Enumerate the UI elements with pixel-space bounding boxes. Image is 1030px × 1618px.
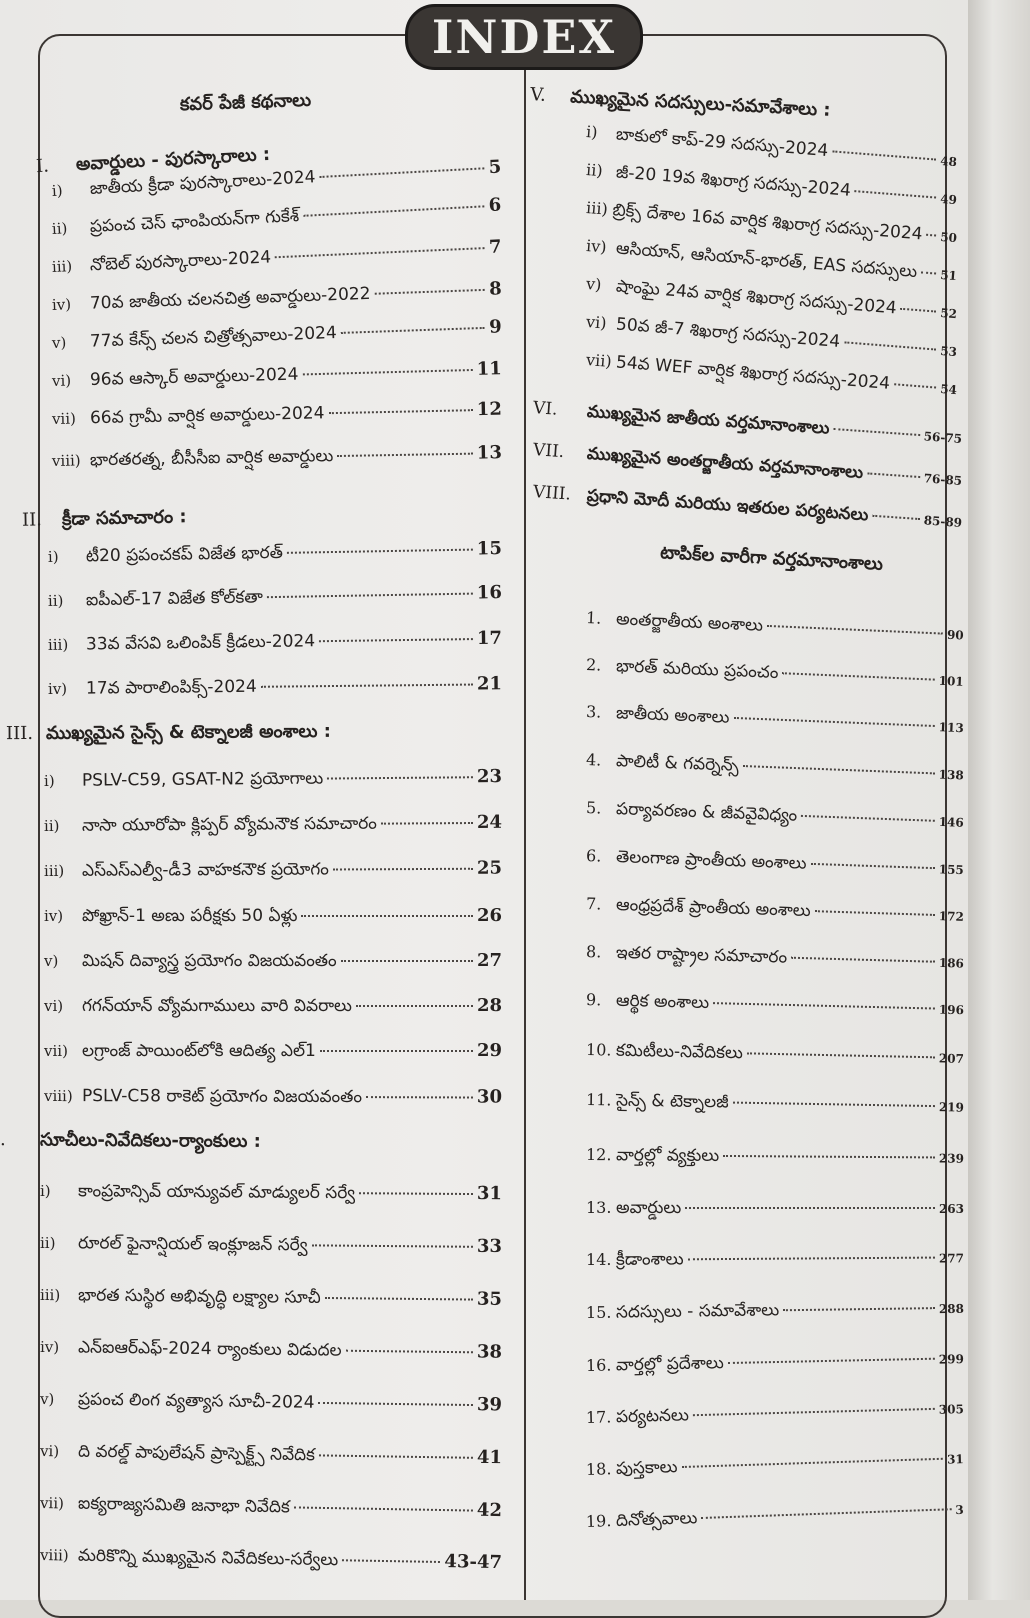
- entry-page: 31: [476, 1183, 503, 1205]
- leader-dots: [359, 1192, 473, 1195]
- leader-dots: [327, 776, 473, 779]
- entry-number: iii): [43, 861, 65, 880]
- section-title: ముఖ్యమైన అంతర్జాతీయ వర్తమానాంశాలు: [586, 443, 864, 484]
- leader-dots: [319, 167, 484, 178]
- entry-page: 42: [476, 1499, 503, 1522]
- leader-dots: [346, 1350, 473, 1354]
- section-numeral: III.: [5, 722, 34, 745]
- entry-text: టీ20 ప్రపంచకప్ విజేత భారత్: [85, 542, 284, 567]
- entry-text: 50వ జీ-7 శిఖరాగ్ర సదస్సు-2024: [615, 314, 841, 352]
- entry-number: ii): [43, 816, 60, 835]
- entry-page: 26: [476, 905, 502, 926]
- entry-text: అవార్డులు: [616, 1198, 682, 1218]
- leader-dots: [921, 271, 936, 274]
- entry-page: 33: [476, 1235, 503, 1258]
- leader-dots: [791, 957, 935, 963]
- entry-number: 10.: [585, 1040, 612, 1060]
- entry-text: ఐపీఎల్-17 విజేత కోల్‌కతా: [85, 587, 264, 611]
- entry-text: రూరల్ ఫైనాన్షియల్ ఇంక్లూజన్ సర్వే: [77, 1233, 308, 1256]
- section-numeral: VII.: [532, 440, 565, 463]
- entry-page: 146: [938, 814, 965, 830]
- entry-text: భారత్ మరియు ప్రపంచం: [615, 656, 779, 684]
- index-title-badge: INDEX: [405, 4, 643, 70]
- leader-dots: [894, 383, 937, 388]
- entry-number: 18.: [585, 1459, 612, 1479]
- entry-page: 49: [939, 191, 958, 208]
- leader-dots: [701, 1508, 951, 1519]
- entry-number: viii): [51, 451, 81, 470]
- index-entry: [48, 673, 502, 703]
- entry-page: 90: [946, 627, 964, 643]
- leader-dots: [681, 1458, 943, 1468]
- entry-page: 186: [938, 955, 965, 971]
- entry-text: బాకులో కాప్-29 సదస్సు-2024: [615, 124, 829, 162]
- entry-page: 13: [476, 442, 503, 464]
- entry-number: 13.: [586, 1198, 612, 1217]
- leader-dots: [833, 428, 919, 436]
- entry-text: ప్రపంచ లింగ వ్యత్యాస సూచీ-2024: [77, 1389, 315, 1413]
- index-entry: [40, 1232, 502, 1261]
- entry-page: 277: [938, 1251, 965, 1266]
- entry-text: ఆర్థిక అంశాలు: [615, 990, 710, 1014]
- entry-number: v): [51, 333, 67, 352]
- entry-page: 27: [476, 950, 502, 971]
- index-entry: [44, 766, 502, 795]
- section-numeral: II.: [21, 509, 43, 531]
- leader-dots: [872, 515, 920, 520]
- leader-dots: [302, 369, 472, 375]
- entry-text: ఎస్ఎస్ఎల్వీ-డీ3 వాహకనౌక ప్రయోగం: [81, 859, 329, 881]
- entry-text: 77వ కేన్స్ చలన చిత్రోత్సవాలు-2024: [89, 323, 338, 352]
- entry-page: 29: [476, 1040, 502, 1061]
- entry-page: 53: [939, 343, 958, 360]
- entry-page: 196: [938, 1002, 965, 1018]
- entry-page: 7: [488, 236, 502, 258]
- entry-number: ii): [51, 219, 68, 238]
- entry-page: 24: [476, 811, 503, 833]
- entry-text: కాంప్రహెన్సివ్ యాన్యువల్ మాడ్యులర్ సర్వే: [77, 1181, 356, 1204]
- leader-dots: [688, 1257, 935, 1261]
- entry-number: vii): [51, 409, 77, 428]
- entry-text: క్రీడాంశాలు: [615, 1249, 684, 1270]
- entry-text: తెలంగాణ ప్రాంతీయ అంశాలు: [615, 847, 807, 874]
- entry-page: 113: [938, 720, 965, 736]
- entry-text: పర్యావరణం & జీవవైవిధ్యం: [615, 799, 798, 826]
- leader-dots: [325, 1297, 473, 1301]
- entry-number: v): [39, 1390, 55, 1409]
- entry-text: గగన్‌యాన్ వ్యోమగాములు వారి వివరాలు: [82, 996, 352, 1016]
- leader-dots: [374, 289, 485, 295]
- entry-number: i): [585, 122, 599, 142]
- entry-text: 96వ ఆస్కార్ అవార్డులు-2024: [89, 364, 299, 391]
- entry-page: 43-47: [444, 1551, 503, 1574]
- leader-dots: [294, 1506, 473, 1511]
- entry-text: నోబెల్ పురస్కారాలు-2024: [89, 247, 272, 276]
- leader-dots: [733, 1102, 935, 1108]
- entry-text: ఆంధ్రప్రదేశ్ ప్రాంతీయ అంశాలు: [615, 894, 811, 922]
- entry-text: కమిటీలు-నివేదికలు: [615, 1040, 744, 1064]
- entry-number: iv): [585, 236, 608, 257]
- section-title: సూచీలు-నివేదికలు-ర్యాంకులు :: [39, 1129, 261, 1152]
- entry-text: పర్యటనలు: [615, 1405, 690, 1428]
- leader-dots: [926, 234, 936, 237]
- leader-dots: [337, 453, 473, 457]
- leader-dots: [342, 1559, 440, 1563]
- section-numeral: I.: [35, 155, 50, 178]
- leader-dots: [855, 190, 937, 198]
- entry-text: ఇతర రాష్ట్రాల సమాచారం: [615, 942, 788, 968]
- leader-dots: [319, 638, 473, 642]
- index-entry: [44, 995, 502, 1020]
- section-numeral: .: [0, 1129, 6, 1151]
- page-edge: [968, 0, 1030, 1600]
- entry-page: 54: [939, 381, 958, 398]
- entry-number: 11.: [585, 1090, 612, 1110]
- section-heading: [22, 506, 187, 534]
- cover-title: కవర్ పేజీ కథనాలు: [179, 89, 312, 116]
- leader-dots: [685, 1207, 935, 1209]
- entry-page: 101: [938, 673, 965, 689]
- leader-dots: [275, 247, 485, 258]
- entry-number: 8.: [585, 942, 602, 962]
- entry-text: ది వరల్డ్ పాపులేషన్ ప్రాస్పెక్ట్స్ నివేదిక: [77, 1441, 316, 1466]
- entry-text: 66వ గ్రామీ వార్షిక అవార్డులు-2024: [89, 403, 325, 429]
- entry-number: vii): [585, 350, 613, 371]
- entry-text: 33వ వేసవి ఒలింపిక్ క్రీడలు-2024: [85, 631, 316, 655]
- leader-dots: [733, 717, 934, 727]
- index-entry: [44, 858, 502, 885]
- leader-dots: [328, 409, 472, 414]
- index-entry: [586, 1145, 964, 1172]
- entry-page: 239: [938, 1151, 965, 1166]
- section-numeral: VIII.: [532, 482, 572, 505]
- entry-text: ఐక్యరాజ్యసమితి జనాభా నివేదిక: [77, 1493, 290, 1518]
- entry-page: 50: [939, 229, 958, 246]
- section-title: ప్రధాని మోదీ మరియు ఇతరుల పర్యటనలు: [586, 485, 870, 526]
- leader-dots: [267, 593, 473, 599]
- entry-number: 19.: [585, 1511, 612, 1531]
- entry-number: viii): [39, 1546, 69, 1565]
- leader-dots: [713, 1002, 935, 1009]
- entry-page: 11: [476, 358, 503, 380]
- entry-number: vi): [39, 1442, 60, 1461]
- section-heading: [6, 721, 331, 748]
- entry-page: 21: [476, 673, 503, 695]
- entry-number: v): [585, 274, 603, 295]
- entry-text: పోఖ్రాన్-1 అణు పరీక్షకు 50 ఏళ్లు: [82, 906, 298, 926]
- leader-dots: [782, 672, 934, 680]
- entry-number: i): [51, 181, 64, 200]
- entry-number: 16.: [585, 1355, 612, 1375]
- entry-number: i): [47, 547, 59, 566]
- index-entry: [44, 1085, 502, 1112]
- entry-page: 16: [476, 582, 503, 604]
- entry-number: 2.: [585, 655, 602, 675]
- entry-number: iv): [47, 679, 68, 698]
- entry-page: 305: [938, 1402, 965, 1417]
- entry-page: 41: [476, 1446, 503, 1469]
- index-entry: [40, 1284, 502, 1314]
- entry-number: 15.: [585, 1302, 612, 1322]
- entry-page: 219: [938, 1100, 965, 1115]
- entry-number: 14.: [585, 1249, 612, 1269]
- entry-page: 155: [938, 862, 965, 878]
- entry-number: vi): [44, 997, 64, 1015]
- entry-page: 12: [476, 398, 503, 421]
- entry-text: సదస్సులు - సమావేశాలు: [615, 1300, 780, 1323]
- entry-number: iii): [39, 1286, 61, 1305]
- leader-dots: [815, 910, 935, 916]
- entry-text: నాసా యూరోపా క్లిప్పర్ వ్యోమనౌక సమాచారం: [81, 813, 377, 836]
- entry-number: ii): [585, 160, 604, 181]
- entry-number: viii): [43, 1087, 73, 1106]
- leader-dots: [801, 815, 935, 822]
- entry-page: 51: [939, 267, 958, 284]
- entry-page: 39: [476, 1394, 503, 1416]
- entry-text: పాలిటీ & గవర్నెన్స్: [615, 751, 740, 776]
- entry-text: అంతర్జాతీయ అంశాలు: [615, 609, 764, 636]
- entry-number: iii): [51, 257, 73, 276]
- section-title: అవార్డులు - పురస్కారాలు :: [75, 143, 271, 176]
- entry-number: 12.: [585, 1145, 612, 1165]
- entry-number: iii): [47, 635, 69, 654]
- index-entry: [40, 1180, 502, 1208]
- entry-number: iv): [51, 295, 72, 314]
- entry-text: ఎన్ఐఆర్ఎఫ్-2024 ర్యాంకులు విడుదల: [77, 1337, 342, 1361]
- entry-text: సైన్స్ & టెక్నాలజీ: [615, 1090, 729, 1113]
- entry-page: 28: [476, 995, 502, 1016]
- entry-text: మిషన్ దివ్యాస్త్ర ప్రయోగం విజయవంతం: [82, 951, 337, 971]
- entry-number: ii): [47, 591, 64, 610]
- leader-dots: [381, 822, 473, 825]
- entry-text: జీ-20 19వ శిఖరాగ్ర సదస్సు-2024: [615, 162, 852, 201]
- entry-number: v): [44, 952, 59, 970]
- leader-dots: [723, 1155, 935, 1158]
- entry-text: ఆసియాన్, ఆసియాన్-భారత్, EAS సదస్సులు: [615, 238, 918, 283]
- leader-dots: [312, 1244, 473, 1247]
- entry-number: 6.: [585, 846, 602, 866]
- entry-page: 288: [938, 1301, 965, 1317]
- entry-page: 31: [946, 1452, 965, 1467]
- section-heading: [0, 1129, 261, 1156]
- entry-number: iv): [39, 1338, 60, 1357]
- entry-page: 172: [938, 909, 965, 924]
- index-entry: [44, 1040, 502, 1065]
- leader-dots: [320, 1050, 473, 1052]
- entry-text: బ్రిక్స్ దేశాల 16వ వార్షిక శిఖరాగ్ర సదస్సు-2024: [611, 200, 924, 245]
- leader-dots: [301, 915, 472, 917]
- leader-dots: [832, 150, 936, 160]
- entry-text: జాతీయ క్రీడా పురస్కారాలు-2024: [89, 167, 316, 199]
- leader-dots: [743, 765, 935, 774]
- leader-dots: [341, 960, 473, 962]
- index-entry: [44, 812, 502, 840]
- entry-number: 5.: [585, 798, 602, 818]
- entry-page: 35: [476, 1288, 503, 1310]
- entry-number: ii): [39, 1234, 56, 1253]
- leader-dots: [287, 549, 473, 554]
- index-entry: [44, 905, 502, 930]
- entry-page: 48: [939, 153, 958, 170]
- entry-text: వార్తల్లో వ్యక్తులు: [615, 1145, 720, 1166]
- leader-dots: [319, 1454, 473, 1458]
- entry-page: 263: [938, 1202, 964, 1216]
- entry-page: 17: [476, 627, 503, 650]
- leader-dots: [783, 1307, 935, 1311]
- entry-text: ప్రపంచ చెస్ ఛాంపియన్‌గా గుకేశ్: [89, 206, 300, 237]
- leader-dots: [867, 472, 920, 478]
- entry-text: PSLV-C58 రాకెట్ ప్రయోగం విజయవంతం: [81, 1086, 363, 1108]
- leader-dots: [728, 1358, 935, 1364]
- entry-number: 3.: [585, 702, 602, 722]
- section-numeral: VI.: [532, 398, 559, 420]
- entry-page: 3: [955, 1502, 964, 1518]
- leader-dots: [767, 625, 943, 635]
- entry-text: PSLV-C59, GSAT-N2 ప్రయోగాలు: [81, 768, 324, 791]
- leader-dots: [693, 1408, 935, 1416]
- entry-page: 9: [488, 316, 503, 338]
- entry-page: 30: [476, 1086, 503, 1108]
- topic-section-title: టాపిక్‌ల వారీగా వర్తమానాంశాలు: [659, 542, 884, 575]
- entry-number: i): [39, 1182, 51, 1201]
- entry-text: దినోత్సవాలు: [615, 1508, 698, 1531]
- leader-dots: [811, 863, 935, 869]
- entry-number: 4.: [585, 750, 602, 770]
- entry-number: 17.: [585, 1407, 612, 1427]
- index-entry: [586, 1247, 964, 1274]
- entry-number: vii): [39, 1494, 65, 1513]
- entry-page: 25: [476, 857, 503, 879]
- leader-dots: [747, 1052, 935, 1058]
- entry-page: 5: [488, 156, 502, 179]
- entry-number: iii): [585, 198, 609, 219]
- entry-text: భారతరత్న, బీసీసీఐ వార్షిక అవార్డులు: [89, 446, 334, 471]
- section-numeral: V.: [529, 84, 547, 106]
- section-title: క్రీడా సమాచారం :: [61, 506, 187, 530]
- entry-page: 76-85: [923, 471, 963, 488]
- entry-text: మరికొన్ని ముఖ్యమైన నివేదికలు-సర్వేలు: [77, 1545, 339, 1571]
- leader-dots: [366, 1096, 473, 1098]
- entry-page: 15: [476, 538, 503, 560]
- index-entry: [586, 1198, 964, 1222]
- section-title: ముఖ్యమైన జాతీయ వర్తమానాంశాలు: [586, 401, 831, 439]
- entry-text: షాంఘై 24వ వార్షిక శిఖరాగ్ర సదస్సు-2024: [615, 276, 898, 319]
- entry-page: 38: [476, 1341, 503, 1363]
- entry-number: 7.: [585, 894, 602, 914]
- entry-page: 52: [939, 305, 958, 322]
- entry-page: 207: [938, 1051, 965, 1066]
- entry-number: vi): [585, 312, 608, 333]
- leader-dots: [261, 684, 473, 688]
- leader-dots: [341, 327, 485, 334]
- section-title: ముఖ్యమైన సైన్స్ & టెక్నాలజీ అంశాలు :: [45, 720, 331, 744]
- leader-dots: [844, 341, 937, 350]
- entry-number: vi): [51, 371, 72, 390]
- leader-dots: [356, 1005, 473, 1007]
- entry-number: vii): [44, 1042, 68, 1060]
- entry-text: పుస్తకాలు: [615, 1457, 678, 1480]
- entry-number: 1.: [585, 608, 602, 628]
- leader-dots: [333, 868, 473, 871]
- entry-text: 54వ WEF వార్షిక శిఖరాగ్ర సదస్సు-2024: [615, 352, 891, 394]
- entry-number: iv): [44, 907, 64, 925]
- entry-text: జాతీయ అంశాలు: [615, 703, 730, 728]
- entry-page: 299: [938, 1352, 965, 1367]
- entry-page: 8: [488, 278, 503, 300]
- entry-text: 17వ పారాలింపిక్స్-2024: [85, 676, 257, 699]
- leader-dots: [303, 205, 485, 217]
- section-title: ముఖ్యమైన సదస్సులు-సమావేశాలు :: [569, 86, 832, 121]
- index-entry: [44, 950, 502, 975]
- entry-page: 23: [476, 766, 503, 788]
- leader-dots: [900, 308, 936, 313]
- entry-text: 70వ జాతీయ చలనచిత్ర అవార్డులు-2022: [89, 283, 371, 314]
- entry-page: 6: [488, 194, 502, 217]
- entry-page: 85-89: [923, 513, 963, 530]
- entry-text: వార్తల్లో ప్రదేశాలు: [615, 1353, 724, 1376]
- entry-page: 138: [938, 767, 965, 783]
- leader-dots: [318, 1402, 472, 1406]
- column-divider: [524, 62, 526, 1600]
- entry-text: భారత సుస్థిర అభివృద్ధి లక్ష్యాల సూచీ: [77, 1285, 321, 1308]
- entry-number: i): [43, 771, 55, 790]
- entry-number: 9.: [585, 990, 602, 1010]
- entry-page: 56-75: [923, 429, 963, 446]
- entry-text: లగ్రాంజ్ పాయింట్‌లోకి ఆదిత్య ఎల్1: [82, 1041, 316, 1061]
